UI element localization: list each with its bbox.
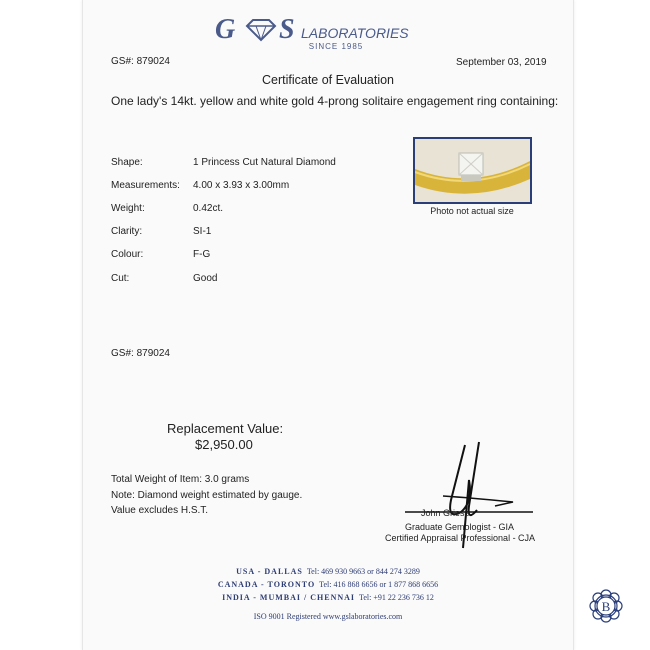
footer-canada: CANADA - TORONTO Tel: 416 868 6656 or 1 877 868 6656 [217,580,439,589]
spec-label-clarity: Clarity: [111,226,143,237]
spec-label-measurements: Measurements: [111,180,180,191]
spec-label-colour: Colour: [111,249,144,260]
footer-india: INDIA - MUMBAI / CHENNAI Tel: +91 22 236 736 12 [222,593,434,602]
appraiser-title-gia: Graduate Gemologist - GIA [405,522,515,532]
total-weight-note: Total Weight of Item: 3.0 grams [111,474,250,485]
gs-number: GS#: 879024 [111,56,170,67]
gs-number-repeat: GS#: 879024 [111,348,170,359]
svg-text:G: G [215,14,236,44]
photo-caption: Photo not actual size [430,206,514,216]
certificate-sheet [82,0,574,650]
spec-value-measurements: 4.00 x 3.93 x 3.00mm [193,180,290,191]
certificate-title: Certificate of Evaluation [261,73,394,87]
tax-note: Value excludes H.S.T. [111,505,209,516]
appraiser-name: John Griese [421,508,470,518]
footer-usa: USA - DALLAS Tel: 469 930 9663 or 844 274 3289 [236,567,420,576]
since-label: SINCE 1985 [308,42,364,51]
spec-value-colour: F-G [193,249,211,260]
certificate-date: September 03, 2019 [456,57,547,68]
spec-label-weight: Weight: [111,203,145,214]
appraiser-title-cja: Certified Appraisal Professional - CJA [385,533,536,543]
footer-iso: ISO 9001 Registered www.gslaboratories.com [253,612,403,621]
svg-text:LABORATORIES: LABORATORIES [301,25,409,41]
replacement-value-amount: $2,950.00 [195,437,253,452]
diamond-weight-note: Note: Diamond weight estimated by gauge. [111,490,303,501]
diamond-logo-icon [247,20,275,40]
spec-value-clarity: SI-1 [193,226,212,237]
spec-label-cut: Cut: [111,273,130,284]
svg-text:S: S [279,14,295,44]
spec-value-weight: 0.42ct. [193,203,224,214]
spec-value-shape: 1 Princess Cut Natural Diamond [193,157,336,168]
replacement-value-label: Replacement Value: [167,421,284,436]
ring-photo [413,137,532,204]
spec-label-shape: Shape: [111,157,143,168]
item-description: One lady's 14kt. yellow and white gold 4-prong solitaire engagement ring containing: [111,94,559,108]
svg-text:B: B [601,599,611,614]
b-seal-icon [588,588,624,624]
spec-value-cut: Good [193,273,218,284]
